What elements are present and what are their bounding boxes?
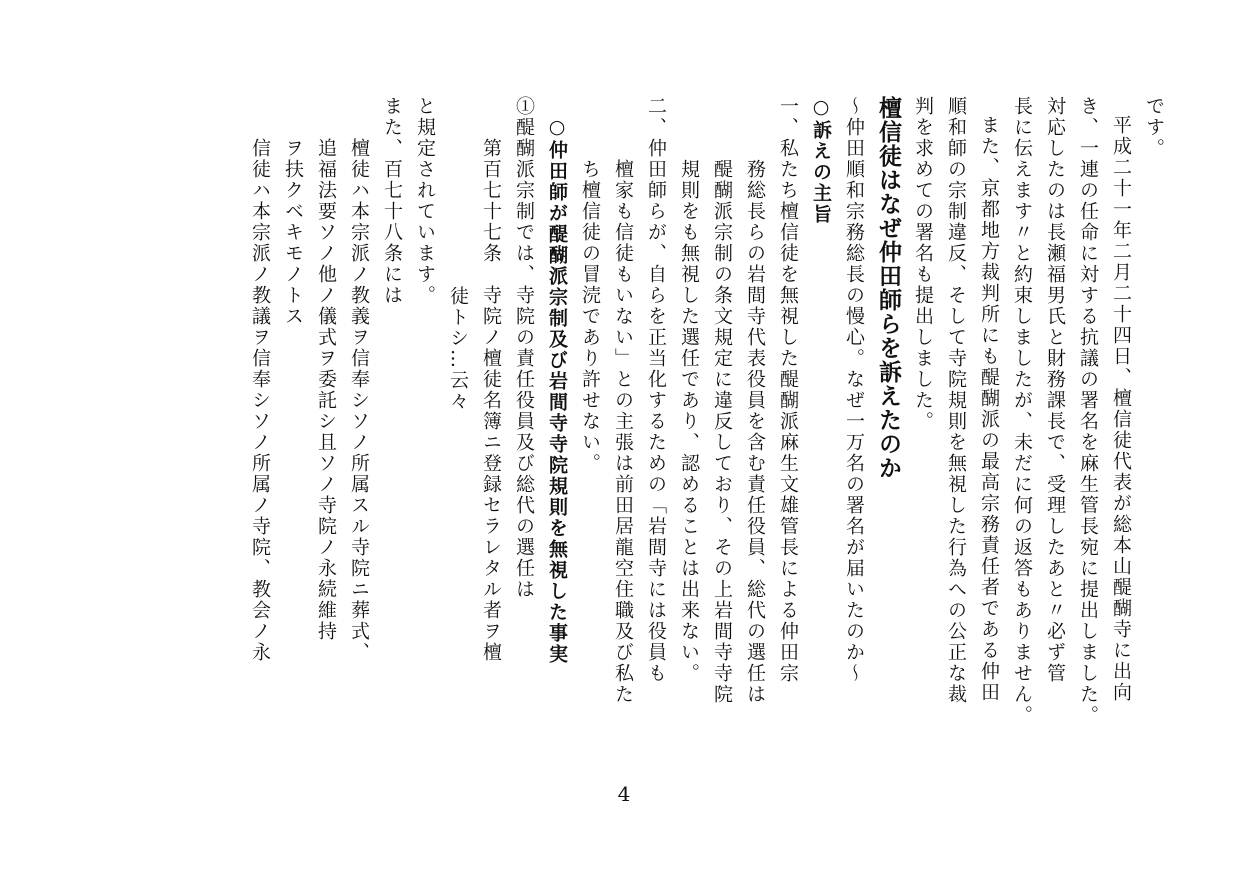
section-heading-facts: ○仲田師が醍醐派宗制及び岩間寺寺院規則を無視した事実 (546, 116, 568, 665)
body-line: 檀徒ハ本宗派ノ教義ヲ信奉シソノ所属スル寺院ニ葬式、 (348, 138, 370, 663)
body-line: と規定されています。 (414, 96, 436, 306)
article-title: 檀信徒はなぜ仲田師らを訴えたのか (875, 96, 901, 480)
list-item-line: 一、私たち檀信徒を無視した醍醐派麻生文雄管長による仲田宗 (777, 96, 799, 684)
list-item-line: 二、仲田師らが、自らを正当化するための「岩間寺には役員も (645, 96, 667, 684)
body-line: 追福法要ソノ他ノ儀式ヲ委託シ且ソノ寺院ノ永続維持 (315, 138, 337, 642)
vertical-text-body (70, 96, 1170, 786)
body-line: 第百七十七条 寺院ノ檀徒名簿ニ登録セラレタル者ヲ檀 (480, 138, 502, 663)
body-line: です。 (1143, 96, 1165, 159)
article-subtitle: ～仲田順和宗務総長の慢心。なぜ一万名の署名が届いたのか～ (843, 96, 865, 684)
body-line: ①醍醐派宗制では、寺院の責任役員及び総代の選任は (513, 96, 535, 600)
list-item-line: 規則をも無視した選任であり、認めることは出来ない。 (678, 159, 700, 684)
body-line: また、百七十八条には (381, 96, 403, 306)
body-line: 対応したのは長瀬福男氏と財務課長で、受理したあと〃必ず管 (1044, 96, 1066, 684)
body-line: 判を求めての署名も提出しました。 (912, 96, 934, 432)
body-line: 平成二十一年二月二十四日、檀信徒代表が総本山醍醐寺に出向 (1110, 115, 1132, 703)
section-heading-purpose: ○訴えの主旨 (810, 96, 832, 225)
body-line: 徒トシ…云々 (447, 286, 469, 412)
list-item-line: ち檀信徒の冒涜であり許せない。 (579, 159, 601, 474)
body-line: 信徒ハ本宗派ノ教議ヲ信奉シソノ所属ノ寺院、教会ノ永 (249, 138, 271, 663)
list-item-line: 醍醐派宗制の条文規定に違反しており、その上岩間寺寺院 (711, 159, 733, 705)
list-item-line: 檀家も信徒もいない」との主張は前田居龍空住職及び私た (612, 159, 634, 705)
body-line: また、京都地方裁判所にも醍醐派の最高宗務責任者である仲田 (978, 115, 1000, 703)
body-line: ヲ扶クベキモノトス (282, 138, 304, 327)
list-item-line: 務総長らの岩間寺代表役員を含む責任役員、総代の選任は (744, 159, 766, 705)
body-line: 順和師の宗制違反、そして寺院規則を無視した行為への公正な裁 (945, 96, 967, 705)
page-number: 4 (617, 782, 631, 806)
body-line: き、一連の任命に対する抗議の署名を麻生管長宛に提出しました。 (1077, 96, 1099, 726)
body-line: 長に伝えます〃と約束しましたが、未だに何の返答もありません。 (1011, 96, 1033, 726)
